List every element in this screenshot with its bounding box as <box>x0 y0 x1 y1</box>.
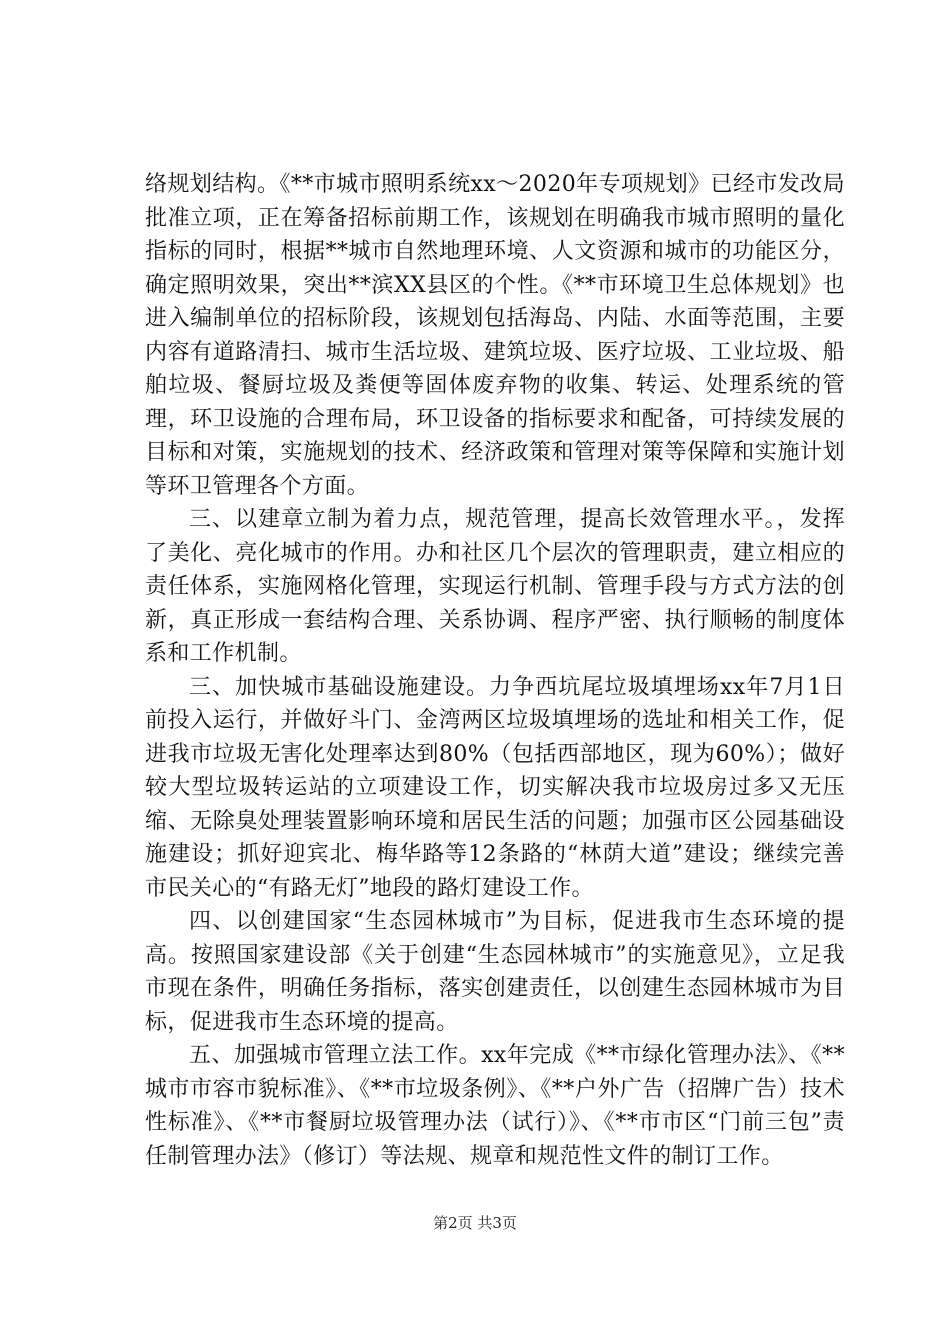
page-footer: 第2页 共3页 <box>433 1214 517 1232</box>
document-body <box>145 168 845 1173</box>
paragraph-infrastructure: 三、加快城市基础设施建设。力争西坑尾垃圾填埋场xx年7月1日前投入运行，并做好斗门、金湾两区垃圾填埋场的选址和相关工作，促进我市垃圾无害化处理率达到80%（包括西部地区，现为60%）；做好较大型垃圾转运站的立项建设工作，切实解决我市垃圾房过多又无压缩、无除臭处理装置影响环境和居民生活的问题；加强市区公园基础设施建设；抓好迎宾北、梅华路等12条路的“林荫大道”建设；继续完善市民关心的“有路无灯”地段的路灯建设工作。 <box>145 674 845 901</box>
paragraph-eco-garden-city: 四、以创建国家“生态园林城市”为目标，促进我市生态环境的提高。按照国家建设部《关于创建“生态园林城市”的实施意见》，立足我市现在条件，明确任务指标，落实创建责任，以创建生态园林城市为目标，促进我市生态环境的提高。 <box>145 909 845 1035</box>
paragraph-legislation: 五、加强城市管理立法工作。xx年完成《**市绿化管理办法》、《**城市市容市貌标准》、《**市垃圾条例》、《**户外广告（招牌广告）技术性标准》、《**市餐厨垃圾管理办法（试行）》、《**市市区“门前三包”责任制管理办法》（修订）等法规、规章和规范性文件的制订工作。 <box>145 1043 845 1169</box>
paragraph-planning-structure: 络规划结构。《**市城市照明系统xx～2020年专项规划》已经市发改局批准立项，正在筹备招标前期工作，该规划在明确我市城市照明的量化指标的同时，根据**城市自然地理环境、人文资源和城市的功能区分，确定照明效果，突出**滨XX县区的个性。《**市环境卫生总体规划》也进入编制单位的招标阶段，该规划包括海岛、内陆、水面等范围，主要内容有道路清扫、城市生活垃圾、建筑垃圾、医疗垃圾、工业垃圾、船舶垃圾、餐厨垃圾及粪便等固体废弃物的收集、转运、处理系统的管理，环卫设施的合理布局，环卫设备的指标要求和配备，可持续发展的目标和对策，实施规划的技术、经济政策和管理对策等保障和实施计划等环卫管理各个方面。 <box>145 172 845 499</box>
paragraph-regulations: 三、以建章立制为着力点，规范管理，提高长效管理水平。，发挥了美化、亮化城市的作用。办和社区几个层次的管理职责，建立相应的责任体系，实施网格化管理，实现运行机制、管理手段与方式方法的创新，真正形成一套结构合理、关系协调、程序严密、执行顺畅的制度体系和工作机制。 <box>145 507 845 666</box>
